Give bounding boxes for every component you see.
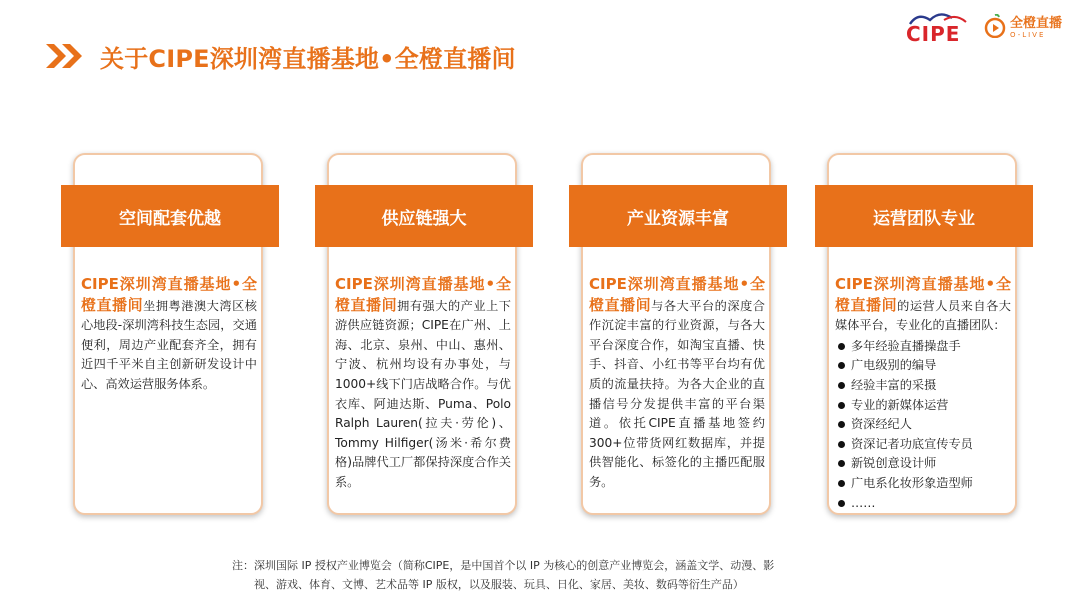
cipe-logo-text: CIPE	[905, 22, 961, 46]
card-body	[835, 275, 1011, 513]
card-body	[589, 275, 765, 493]
olive-logo	[984, 14, 1062, 42]
card-space	[73, 153, 263, 515]
orange-play-icon	[984, 14, 1006, 42]
card-highlight: CIPE深圳湾直播基地•全橙直播间	[81, 275, 257, 314]
card-title: 供应链强大	[381, 208, 467, 229]
card-text: 拥有强大的产业上下游供应链资源；CIPE在广州、上海、北京、泉州、中山、惠州、宁波、杭州均设有办事处，与1000+线下门店战略合作。与优衣库、阿迪达斯、Puma、Polo Ralph Lauren(拉夫·劳伦)、Tommy Hilfiger(汤米·希尔费格)品牌代工厂都保持深度合作关系。	[335, 298, 511, 489]
card-banner	[569, 185, 787, 247]
list-item: 广电级别的编导	[835, 356, 1011, 376]
footnote	[232, 556, 832, 594]
footnote-line-2: 视、游戏、体育、文博、艺术品等 IP 版权，以及服装、玩具、日化、家居、美妆、数码等衍生产品）	[254, 578, 744, 591]
card-title: 空间配套优越	[119, 208, 221, 229]
logo-area	[904, 10, 1062, 46]
page-title: 关于CIPE深圳湾直播基地•全橙直播间	[100, 44, 516, 73]
list-item: ……	[835, 494, 1011, 514]
olive-logo-cn: 全橙直播	[1009, 16, 1062, 31]
card-body	[81, 275, 257, 395]
card-title: 产业资源丰富	[627, 208, 729, 229]
card-supply-chain	[327, 153, 517, 515]
cipe-logo	[904, 10, 976, 46]
card-body	[335, 275, 511, 493]
team-list	[835, 337, 1011, 513]
list-item: 经验丰富的采摄	[835, 376, 1011, 396]
card-title: 运营团队专业	[873, 208, 975, 229]
card-highlight: CIPE深圳湾直播基地•全橙直播间	[589, 275, 765, 314]
card-text: 坐拥粤港澳大湾区核心地段-深圳湾科技生态园，交通便利，周边产业配套齐全，拥有近四千平米自主创新研发设计中心、高效运营服务体系。	[81, 298, 257, 391]
list-item: 资深经纪人	[835, 415, 1011, 435]
list-item: 专业的新媒体运营	[835, 396, 1011, 416]
card-highlight: CIPE深圳湾直播基地•全橙直播间	[335, 275, 511, 314]
card-text: 的运营人员来自各大媒体平台，专业化的直播团队：	[835, 298, 1011, 333]
card-highlight: CIPE深圳湾直播基地•全橙直播间	[835, 275, 1011, 314]
list-item: 新锐创意设计师	[835, 454, 1011, 474]
card-banner	[61, 185, 279, 247]
list-item: 多年经验直播操盘手	[835, 337, 1011, 357]
olive-logo-en: O-LIVE	[1009, 31, 1046, 39]
list-item: 资深记者功底宣传专员	[835, 435, 1011, 455]
card-industry-resources	[581, 153, 771, 515]
double-chevron-right-icon	[46, 41, 86, 71]
card-operations-team	[827, 153, 1017, 515]
page-header	[46, 34, 516, 78]
footnote-line-1: 注：深圳国际 IP 授权产业博览会（简称CIPE，是中国首个以 IP 为核心的创意产业博览会，涵盖文学、动漫、影	[232, 559, 775, 572]
list-item: 广电系化妆形象造型师	[835, 474, 1011, 494]
card-banner	[815, 185, 1033, 247]
card-text: 与各大平台的深度合作沉淀丰富的行业资源，与各大平台深度合作，如淘宝直播、快手、抖音、小红书等平台均有优质的流量扶持。为各大企业的直播信号分发提供丰富的平台渠道。依托CIPE直播基地签约300+位带货网红数据库，并提供智能化、标签化的主播匹配服务。	[589, 298, 765, 489]
card-banner	[315, 185, 533, 247]
